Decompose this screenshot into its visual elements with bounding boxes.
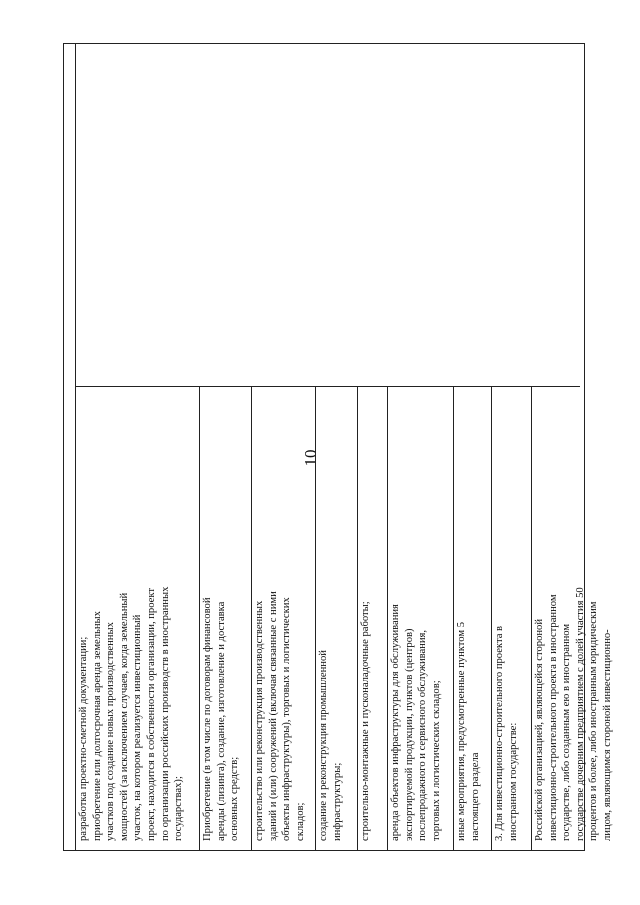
page-number: 10 [301, 449, 320, 467]
table-row-industrial-infrastructure: создание и реконструкция промышленной инфраструктуры; [316, 387, 358, 851]
table-row-design: разработка проектно-сметной документации; приобретение или долгосрочная аренда земельных участков под создание новых производственных мощностей (за исключением случаев, когда земельный участок, на котором реализуется инвестиционный проект, находится в собственности организации, проект по организации российских производств в иностранных государствах); [76, 387, 200, 851]
table-rows [76, 387, 613, 851]
table-row-installation: строительно-монтажные и пусконаладочные работы; [358, 387, 388, 851]
table-row-construction: строительство или реконструкция производственных зданий и (или) сооружений (включая связанные с ними объекты инфраструктуры), торговых и логистических складов; [252, 387, 316, 851]
table-column-divider [76, 386, 580, 387]
table-row-leasing: Приобретение (в том числе по договорам финансовой аренды (лизинга), создание, изготовление и доставка основных средств; [200, 387, 252, 851]
table-row-section-3: 3. Для инвестиционно-строительного проекта в иностранном государстве: [492, 387, 532, 851]
table-row-rental: аренда объектов инфраструктуры для обслуживания экспортируемой продукции, пунктов (центров) послепродажного и сервисного обслуживания, торговых и логистических складов; [388, 387, 454, 851]
table-row-russian-organization: Российской организацией, являющейся стороной инвестиционно-строительного проекта в иностранном государстве, либо созданным ею в иностранном государстве дочерним предприятием с долей участия 50 процентов и более, либо иностранным юридическим лицом, являющимся стороной инвестиционно- [534, 587, 613, 841]
rotated-table-content [76, 51, 613, 851]
table-row-other-measures: иные мероприятия, предусмотренные пунктом 5 настоящего раздела [454, 387, 492, 851]
